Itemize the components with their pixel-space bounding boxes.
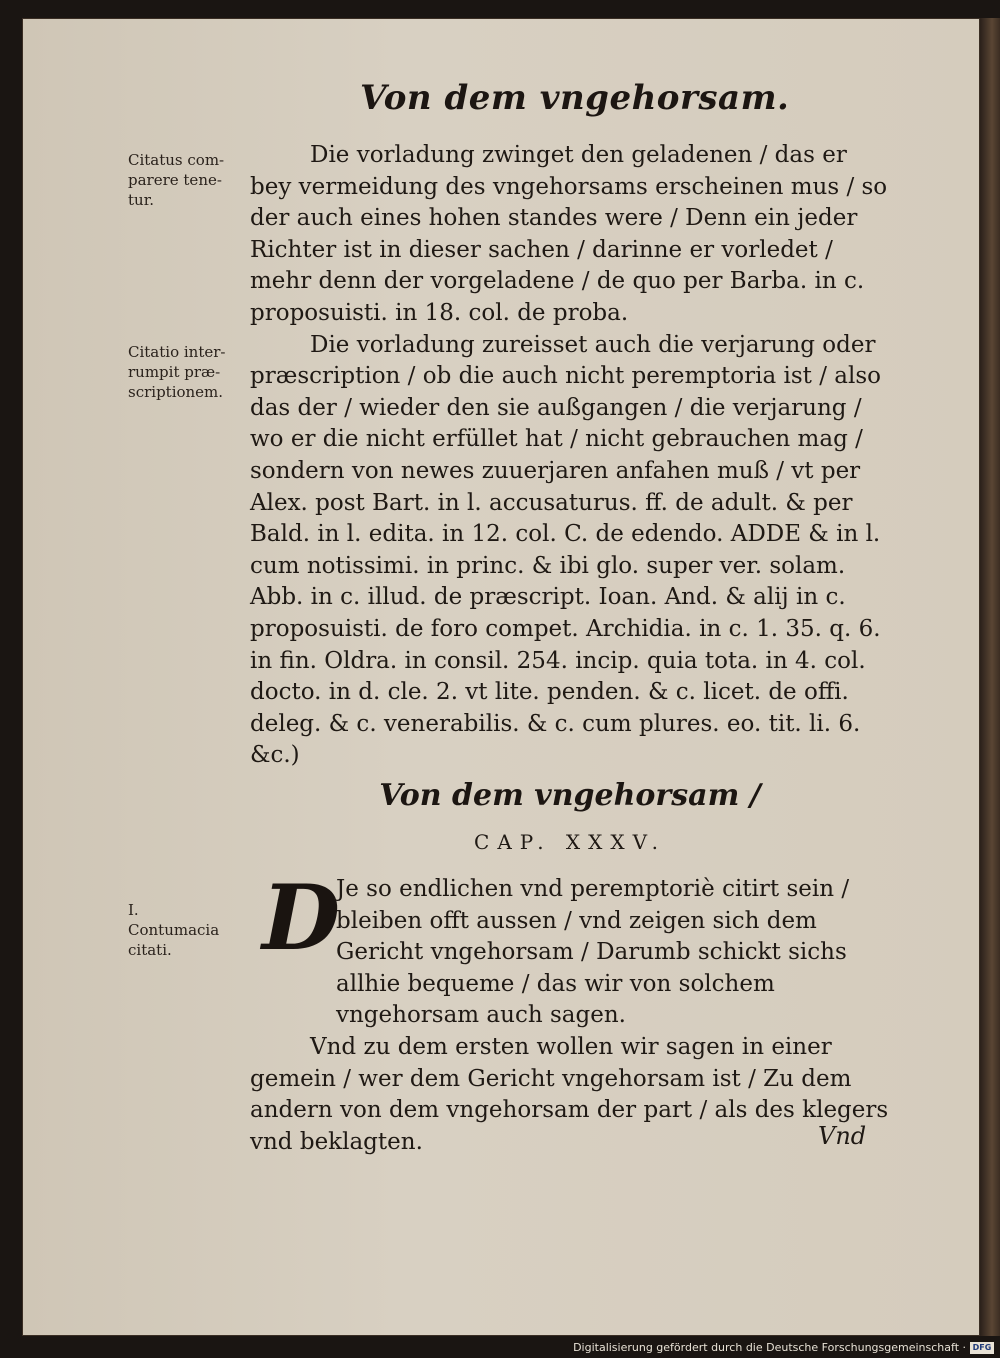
digitization-credit: Digitalisierung gefördert durch die Deutsche Forschungsgemeinschaft · [573, 1341, 966, 1354]
margin-note-3: I. Contumacia citati. [128, 901, 220, 959]
main-text [250, 140, 890, 772]
chapter-text [250, 865, 890, 1158]
paragraph-2: Die vorladung zureisset auch die verjarung oder præscription / ob die auch nicht peremptoria ist / also das der / wieder den sie außgangen / die verjarung / wo er die nicht erfüllet hat / nicht gebrauchen mag / sondern von newes zuuerjaren anfahen muß / vt per Alex. post Bart. in l. accusaturus. ff. de adult. & per Bald. in l. edita. in 12. col. C. de edendo. ADDE & in l. cum notissimi. in princ. & ibi glo. super ver. solam. Abb. in c. illud. de præscript. Ioan. And. & alij in c. proposuisti. de foro compet. Archidia. in c. 1. 35. q. 6. in fin. Oldra. in consil. 254. incip. quia tota. in 4. col. docto. in d. cle. 2. vt lite. penden. & c. licet. de offi. deleg. & c. venerabilis. & c. cum plures. eo. tit. li. 6. &c.) [250, 331, 881, 769]
chapter-paragraph-1: Je so endlichen vnd peremptoriè citirt sein / bleiben offt aussen / vnd zeigen sich dem Gericht vngehorsam / Darumb schickt sichs allhie bequeme / das wir von solchem vngehorsam auch sagen. [336, 876, 850, 1029]
dfg-logo-icon: DFG [970, 1342, 994, 1354]
chapter-title: Von dem vngehorsam / [379, 778, 761, 813]
catchword: Vnd [818, 1122, 867, 1150]
margin-note-2: Citatio inter- rumpit præ- scriptionem. [128, 343, 226, 401]
paragraph-1: Die vorladung zwinget den geladenen / das er bey vermeidung des vngehorsams erscheinen mus / so der auch eines hohen standes were / Denn ein jeder Richter ist in dieser sachen / darinne er vorledet / mehr denn der vorgeladene / de quo per Barba. in c. proposuisti. in 18. col. de proba. [250, 142, 888, 326]
running-header: Von dem vngehorsam. [360, 78, 790, 118]
book-edge [980, 18, 1000, 1336]
chapter-number: CAP. XXXV. [474, 830, 666, 854]
chapter-paragraph-2: Vnd zu dem ersten wollen wir sagen in einer gemein / wer dem Gericht vngehorsam ist / Zu dem andern von dem vngehorsam der part / als des klegers vnd beklagten. [250, 1033, 889, 1155]
margin-note-1: Citatus com- parere tene- tur. [128, 151, 225, 209]
drop-cap-initial: D [262, 865, 341, 971]
